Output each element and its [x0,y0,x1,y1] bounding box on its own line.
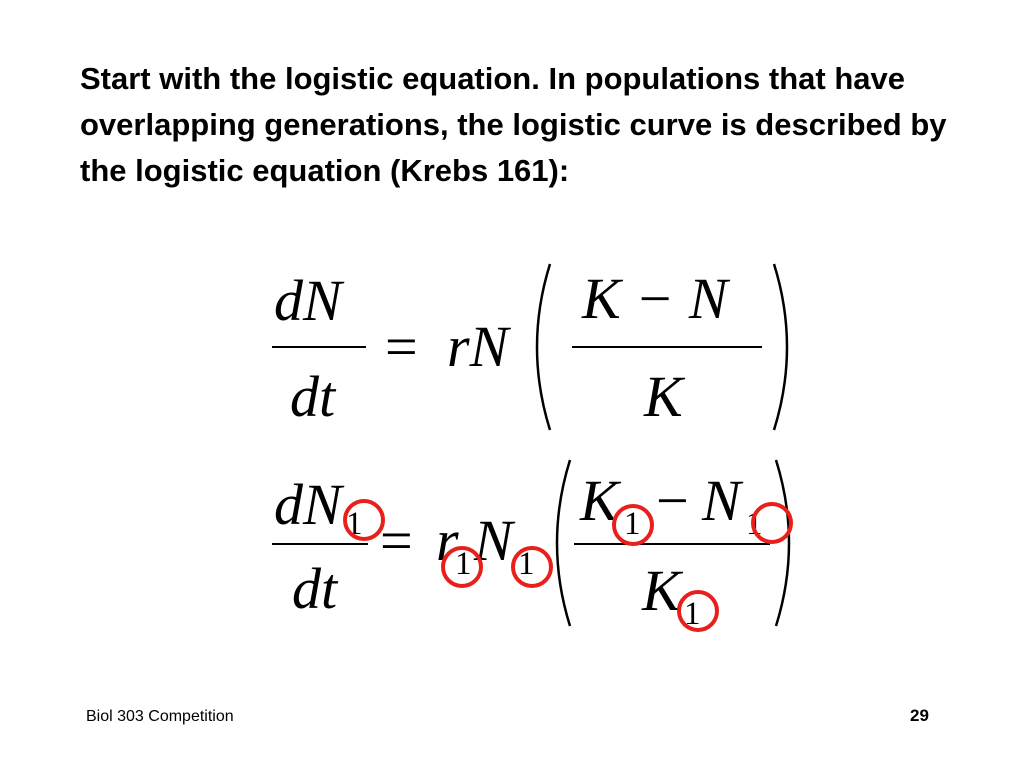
eq1-lhs-fraction-bar [272,346,366,348]
eq1-left-paren [520,262,556,432]
eq2-rhs-n-subscript: 1 [746,506,763,542]
highlight-circle-lhs [343,499,385,541]
eq2-lhs-denominator: dt [292,556,338,621]
eq2-lhs-fraction-bar [272,543,368,545]
highlight-circle-r [441,546,483,588]
eq1-coefficient: rN [447,314,509,379]
eq2-r-subscript: 1 [455,546,472,582]
highlight-circle-denominator-k [677,590,719,632]
eq2-rhs-k: K [580,468,619,533]
eq1-rhs-numerator: K − N [582,266,728,331]
highlight-circle-n [511,546,553,588]
slide-number: 29 [910,706,929,725]
footer-title: Biol 303 Competition [86,708,234,725]
eq1-equals-sign: = [385,314,418,379]
eq2-left-paren [540,458,576,628]
eq1-right-paren [768,262,804,432]
eq1-lhs-numerator: dN [274,268,342,333]
eq2-n-subscript: 1 [518,546,535,582]
highlight-circle-rhs-k [612,504,654,546]
eq2-n: N [474,508,513,573]
eq2-lhs-numerator: dN [274,472,342,537]
eq1-lhs-denominator: dt [290,364,336,429]
eq2-rhs-denominator: K [642,558,681,623]
eq2-r: r [436,508,459,573]
eq2-rhs-n: N [702,468,741,533]
eq1-rhs-fraction-bar [572,346,762,348]
eq2-rhs-fraction-bar [574,543,770,545]
eq2-rhs-k-subscript: 1 [624,506,641,542]
eq2-equals-sign: = [380,508,413,573]
eq2-rhs-denominator-subscript: 1 [684,596,701,632]
eq1-rhs-denominator: K [644,364,683,429]
highlight-circle-rhs-n [751,502,793,544]
eq2-minus-sign: − [656,468,689,533]
slide-body-text: Start with the logistic equation. In populations that have overlapping generations, the logistic curve is described by the logistic equation (Krebs 161): [80,61,947,188]
eq2-lhs-numerator-subscript: 1 [346,506,363,542]
